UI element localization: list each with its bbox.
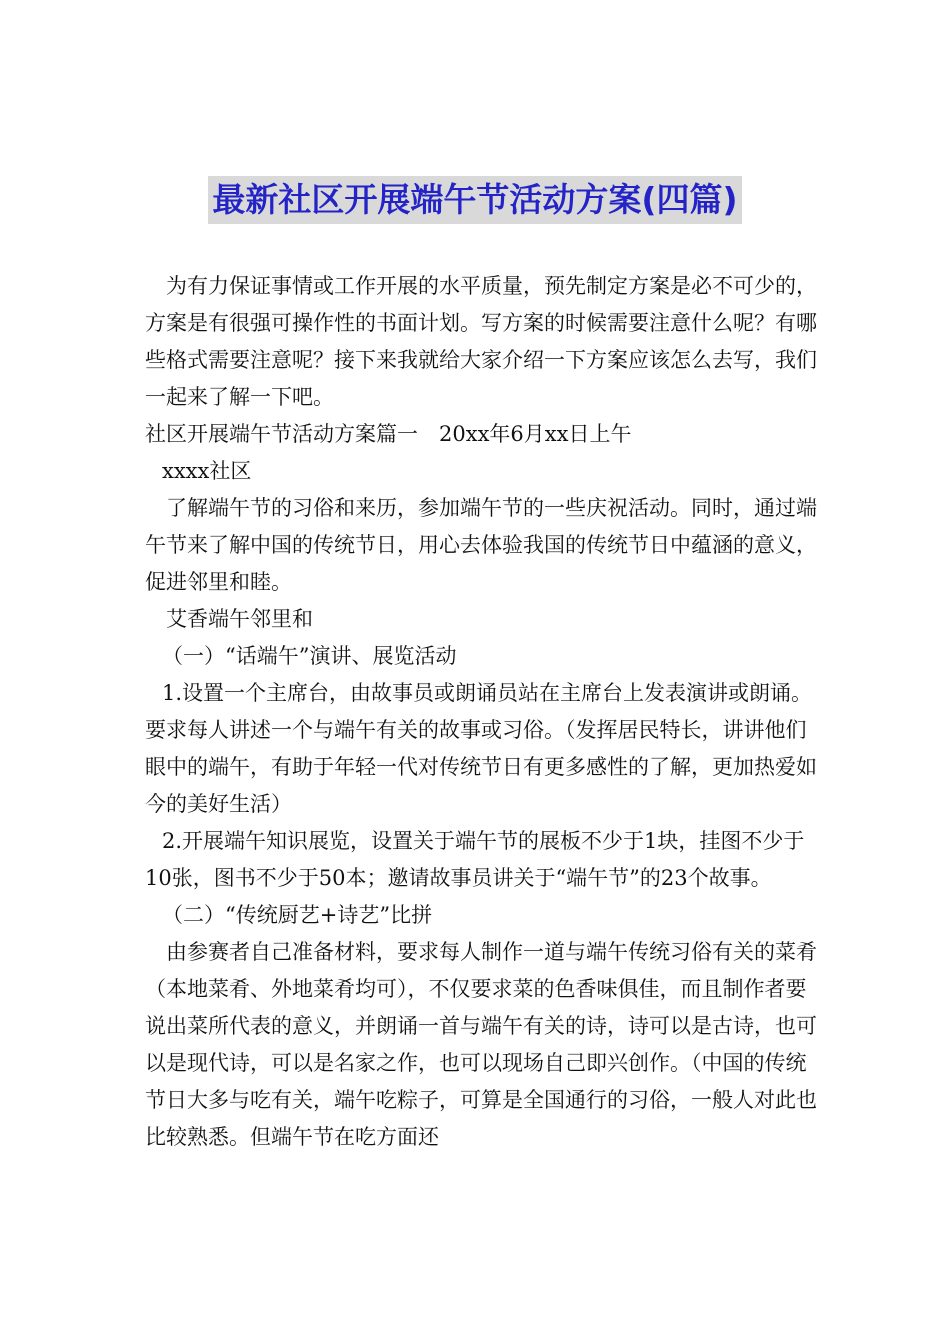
document-body bbox=[145, 268, 825, 1156]
activity-item-2: 2.开展端午知识展览，设置关于端午节的展板不少于1块，挂图不少于10张，图书不少于50本；邀请故事员讲关于“端午节”的23个故事。 bbox=[145, 829, 805, 890]
location-line: xxxx社区 bbox=[162, 459, 252, 483]
activity-heading-2: （二）“传统厨艺+诗艺”比拼 bbox=[162, 903, 433, 927]
intro-paragraph: 为有力保证事情或工作开展的水平质量，预先制定方案是必不可少的，方案是有很强可操作性的书面计划。写方案的时候需要注意什么呢？有哪些格式需要注意呢？接下来我就给大家介绍一下方案应该怎么去写，我们一起来了解一下吧。 bbox=[145, 274, 817, 409]
title-container bbox=[0, 176, 950, 224]
section-heading-1: 社区开展端午节活动方案篇一 20xx年6月xx日上午 bbox=[145, 422, 632, 446]
activity-item-1: 1.设置一个主席台，由故事员或朗诵员站在主席台上发表演讲或朗诵。要求每人讲述一个与端午有关的故事或习俗。（发挥居民特长，讲讲他们眼中的端午，有助于年轻一代对传统节日有更多感性的了解，更加热爱如今的美好生活） bbox=[145, 681, 817, 816]
document-title: 最新社区开展端午节活动方案(四篇) bbox=[208, 176, 741, 224]
activity-paragraph-2: 由参赛者自己准备材料，要求每人制作一道与端午传统习俗有关的菜肴（本地菜肴、外地菜肴均可），不仅要求菜的色香味俱佳，而且制作者要说出菜所代表的意义，并朗诵一首与端午有关的诗，诗可以是古诗，也可以是现代诗，可以是名家之作，也可以现场自己即兴创作。（中国的传统节日大多与吃有关，端午吃粽子，可算是全国通行的习俗，一般人对此也比较熟悉。但端午节在吃方面还 bbox=[145, 940, 817, 1149]
theme-line: 艾香端午邻里和 bbox=[166, 607, 313, 631]
activity-heading-1: （一）“话端午”演讲、展览活动 bbox=[162, 644, 457, 668]
purpose-paragraph: 了解端午节的习俗和来历，参加端午节的一些庆祝活动。同时，通过端午节来了解中国的传统节日，用心去体验我国的传统节日中蕴涵的意义，促进邻里和睦。 bbox=[145, 496, 817, 594]
